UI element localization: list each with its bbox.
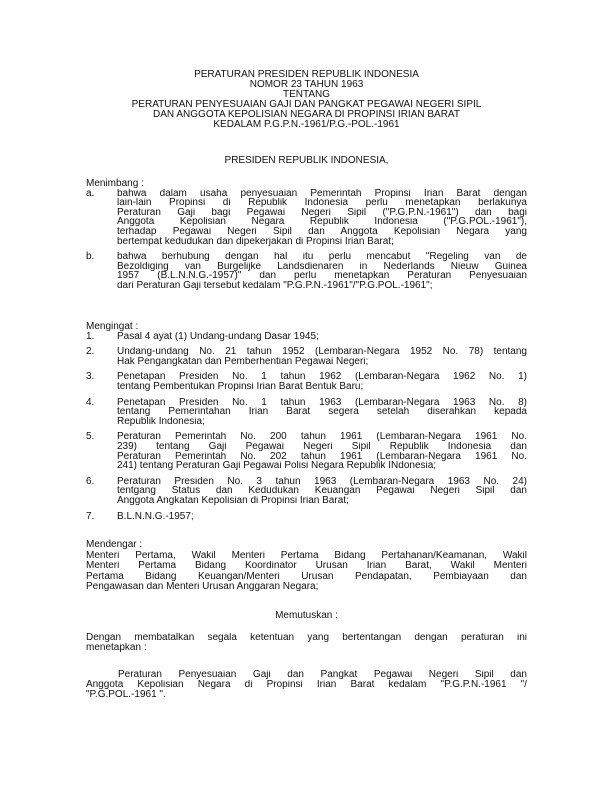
title-line: PERATURAN PRESIDEN REPUBLIK INDONESIA [194,69,419,80]
list-item [86,512,527,522]
text-line: B.L.N.N.G.-1957; [117,511,194,522]
mengingat-heading: Mengingat : [86,321,139,332]
text-line: 241) tentang Peraturan Gaji Pegawai Polisi Negara Republik INdonesia; [117,461,437,471]
item-number: 4. [86,396,95,408]
text-line: Undang-undang No. 21 tahun 1952 (Lembaran-Negara 1952 No. 78) tentang [117,347,527,357]
item-number: 3. [86,371,95,383]
text-line: Penetapan Presiden No. 1 tahun 1963 (Lembaran-Negara 1963 No. 8) [117,397,527,408]
text-line: Menteri Pertama Bidang Koordinator Urusan Irian Barat, Wakil Menteri [86,561,527,571]
title-line: PERATURAN PENYESUAIAN GAJI DAN PANGKAT PEGAWAI NEGERI SIPIL [131,99,482,110]
memutuskan-line [86,611,527,621]
text-line: menetapkan : [86,643,147,653]
title-line: DAN ANGGOTA KEPOLISIAN NEGARA DI PROPINSI IRIAN BARAT [153,109,460,120]
text-line: Hak Pengangkatan dan Pemberhentian Pegawai Negeri; [117,356,369,367]
text-line: dari Peraturan Gaji tersebut kedalam "P.G.P.N.-1961"/"P.G.POL.-1961"; [117,280,433,291]
text-line: Pengawasan dan Menteri Urusan Anggaran Negara; [86,582,319,592]
text-line: bahwa berhubung dengan hal itu perlu mencabut "Regeling van de [117,252,527,262]
document-title [86,70,527,130]
text-line: Peraturan Pemerintah No. 202 tahun 1961 (Lembaran-Negara 1961 No. [117,451,527,462]
text-line: bahwa dalam usaha penyesuaian Pemerintah Propinsi Irian Barat dengan [117,188,527,199]
text-line: Pasal 4 ayat (1) Undang-undang Dasar 1945; [117,331,319,342]
dengan-paragraph [86,633,527,653]
list-item [86,252,527,290]
text-line: tentang Pemerintahan Irian Barat segera setelah diserahkan kepada [117,407,527,417]
item-text [117,189,527,247]
text-line: 1957 (B.L.N.N.G.-1957)" dan perlu menetapkan Peraturan Penyesuaian [117,271,527,281]
item-text [117,512,527,522]
peraturan-paragraph [86,670,527,700]
list-item [86,432,527,470]
president-heading: PRESIDEN REPUBLIK INDONESIA, [224,155,389,166]
text-line: tentang Pembentukan Propinsi Irian Barat Bentuk Baru; [117,381,364,392]
list-item [86,189,527,247]
text-line: Peraturan Presiden No. 3 tahun 1963 (Lembaran-Negara 1963 No. 24) [117,476,527,487]
text-line: "P.G.POL.-1961 ". [86,690,166,700]
list-item [86,332,527,342]
item-number: b. [86,251,95,263]
text-line: Peraturan Pemerintah No. 200 tahun 1961 (Lembaran-Negara 1961 No. [117,432,527,442]
text-line: Anggota Kepolisian Negara di Propinsi Irian Barat kedalam "P.G.P.N.-1961 "/ [86,680,527,690]
item-number: 6. [86,475,95,487]
item-text [117,347,527,366]
item-text [117,332,527,342]
item-text [117,372,527,391]
text-line: Dengan membatalkan segala ketentuan yang bertentangan dengan peraturan ini [86,633,527,643]
item-number: 2. [86,346,95,358]
mendengar-section [86,540,527,593]
item-number: 7. [86,510,95,522]
item-number: a. [86,187,95,199]
text-line: Penetapan Presiden No. 1 tahun 1962 (Lembaran-Negara 1962 No. 1) [117,372,527,382]
text-line: lain-lain Propinsi di Republik Indonesia perlu menetapkan berlakunya [117,198,527,208]
text-line: Menteri Pertama, Wakil Menteri Pertama Bidang Pertahanan/Keamanan, Wakil [86,550,527,561]
item-text [117,432,527,470]
title-line: NOMOR 23 TAHUN 1963 [249,79,364,90]
text-line: Bezoldiging van Burgelijke Landsdienaren in Nederlands Nieuw Guinea [117,261,527,272]
text-line: Peraturan Gaji bagi Pegawai Negeri Sipil ("P.G.P.N.-1961") dan bagi [117,207,527,218]
list-item [86,477,527,506]
mendengar-heading: Mendengar : [86,539,143,550]
menimbang-section [86,179,527,291]
list-item [86,347,527,366]
text-line: Peraturan Penyesuaian Gaji dan Pangkat Pegawai Negeri Sipil dan [118,670,527,680]
item-text [117,398,527,427]
text-line: 239) tentang Gaji Pegawai Negeri Sipil Republik Indonesia dan [117,441,527,452]
title-line: KEDALAM P.G.P.N.-1961/P.G.-POL.-1961 [213,119,400,130]
text-line: terhadap Pegawai Negeri Sipil dan Anggota Kepolisian Negara yang [117,226,527,237]
menimbang-heading: Menimbang : [86,178,144,189]
list-item [86,398,527,427]
item-number: 5. [86,431,95,443]
text-line: Pertama Bidang Keuangan/Menteri Urusan Pendapatan, Pembiayaan dan [86,571,527,582]
list-item [86,372,527,391]
text-line: Anggota Kepolisian Negara Republik Indonesia ("P.G.POL.-1961"), [117,217,527,227]
text-line: tentgang Status dan Kedudukan Keuangan Pegawai Negeri Sipil dan [117,486,527,496]
item-text [117,477,527,506]
mengingat-section [86,322,527,521]
item-number: 1. [86,330,95,342]
item-text [117,252,527,290]
president-line [86,156,527,166]
text-line: Republik Indonesia; [117,416,205,427]
title-line: TENTANG [282,89,331,100]
text-line: bertempat kedudukan dan dipekerjakan di Propinsi Irian Barat; [117,236,394,247]
memutuskan-heading: Memutuskan : [275,610,338,621]
text-line: Anggota Angkatan Kepolisian di Propinsi Irian Barat; [117,495,349,506]
